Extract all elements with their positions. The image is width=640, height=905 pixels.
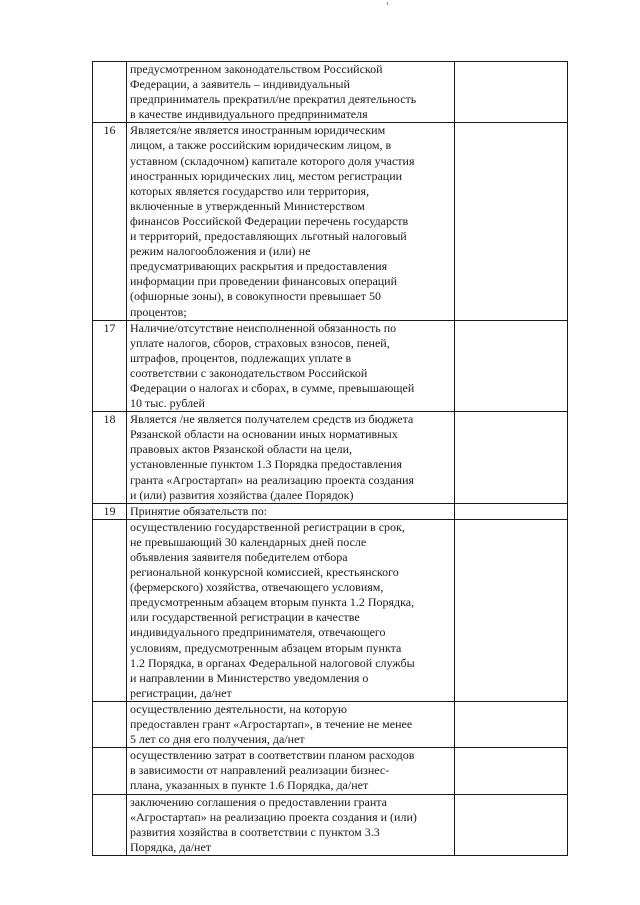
text-line: предусмотренным абзацем вторым пункта 1.2 Порядка, (130, 595, 415, 610)
text-line: Федерации, а заявитель – индивидуальный (130, 77, 350, 92)
row-text (127, 123, 455, 320)
row-text (127, 412, 455, 504)
text-line: не превышающий 30 календарных дней после (130, 534, 367, 549)
text-line: развития хозяйства в соответствии с пунктом 3.3 (130, 824, 380, 839)
text-line: 1.2 Порядка, в органах Федеральной налоговой службы (130, 655, 415, 670)
row-number: 19 (93, 503, 127, 519)
text-line: которых является государство или территория, (130, 183, 370, 198)
text-line: лицом, а также российским юридическим лицом, в (130, 138, 392, 153)
text-line: иностранных юридических лиц, местом регистрации (130, 168, 403, 183)
text-line: или государственной регистрации в качестве (130, 610, 360, 625)
table-row (93, 320, 568, 412)
text-line: предоставлен грант «Агростартап», в течение не менее (130, 717, 413, 732)
text-line: осуществлению затрат в соответствии планом расходов (130, 748, 415, 763)
row-text (127, 320, 455, 412)
text-line: гранта «Агростартап» на реализацию проекта создания (130, 472, 415, 487)
criteria-table-body (93, 62, 568, 856)
answer-cell (455, 701, 568, 747)
row-text (127, 794, 455, 855)
text-line: в зависимости от направлений реализации бизнес- (130, 763, 390, 778)
row-number: 16 (93, 123, 127, 320)
text-line: осуществлению государственной регистрации в срок, (130, 519, 405, 534)
text-line: финансов Российской Федерации перечень государств (130, 213, 409, 228)
text-line: и направлении в Министерство уведомления о (130, 670, 369, 685)
row-number (93, 62, 127, 123)
text-line: «Агростартап» на реализацию проекта создания и (или) (130, 809, 417, 824)
table-row (93, 123, 568, 320)
text-line: Федерации о налогах и сборах, в сумме, превышающей (130, 380, 415, 395)
text-line: (фермерского) хозяйства, отвечающего условиям, (130, 580, 384, 595)
text-line: предусматривающих раскрытия и предоставления (130, 259, 388, 274)
answer-cell (455, 412, 568, 504)
answer-cell (455, 62, 568, 123)
text-line: Порядка, да/нет (130, 839, 212, 854)
table-row (93, 701, 568, 747)
text-line: (офшорные зоны), в совокупности превышает 50 (130, 289, 381, 304)
text-line: уплате налогов, сборов, страховых взносов, пеней, (130, 335, 390, 350)
text-line: включенные в утвержденный Министерством (130, 198, 365, 213)
table-row (93, 748, 568, 794)
text-line: заключению соглашения о предоставлении гранта (130, 794, 387, 809)
text-line: объявления заявителя победителем отбора (130, 550, 348, 564)
row-number (93, 748, 127, 794)
text-line: Является/не является иностранным юридическим (130, 123, 386, 138)
text-line: Рязанской области на основании иных нормативных (130, 427, 398, 442)
text-line: 10 тыс. рублей (130, 396, 205, 411)
answer-cell (455, 794, 568, 855)
answer-cell (455, 320, 568, 412)
text-line: в качестве индивидуального предпринимателя (130, 107, 368, 122)
text-line: регистрации, да/нет (130, 685, 232, 700)
text-line: штрафов, процентов, подлежащих уплате в (130, 350, 352, 365)
text-line: соответствии с законодательством Российской (130, 365, 368, 380)
text-line: уставном (складочном) капитале которого доля участия (130, 153, 415, 168)
text-line: Принятие обязательств по: (130, 503, 268, 518)
text-line: информации при проведении финансовых операций (130, 274, 398, 289)
text-line: правовых актов Рязанской области на цели, (130, 442, 353, 457)
text-line: Наличие/отсутствие неисполненной обязанность по (130, 320, 397, 335)
text-line: и территорий, предоставляющих льготный налоговый (130, 229, 407, 244)
criteria-table (92, 61, 568, 856)
text-line: осуществлению деятельности, на которую (130, 701, 347, 716)
row-number: 17 (93, 320, 127, 412)
table-row (93, 62, 568, 123)
row-text (127, 748, 455, 794)
row-text (127, 62, 455, 123)
row-text (127, 701, 455, 747)
text-line: предприниматель прекратил/не прекратил деятельность (130, 92, 417, 107)
answer-cell (455, 503, 568, 519)
row-number: 18 (93, 412, 127, 504)
text-line: и (или) развития хозяйства (далее Порядок) (130, 487, 354, 502)
table-row (93, 412, 568, 504)
text-line: индивидуального предпринимателя, отвечающего (130, 625, 386, 640)
text-line: условиям, предусмотренным абзацем вторым пункта (130, 640, 402, 655)
text-line: Является /не является получателем средств из бюджета (130, 412, 414, 427)
row-number (93, 519, 127, 701)
answer-cell (455, 123, 568, 320)
text-line: плана, указанных в пункте 1.6 Порядка, да/нет (130, 778, 369, 793)
row-text (127, 503, 455, 519)
scan-mark (387, 2, 388, 5)
text-line: процентов; (130, 304, 187, 319)
row-number (93, 701, 127, 747)
row-text (127, 519, 455, 701)
table-row (93, 794, 568, 855)
row-number (93, 794, 127, 855)
answer-cell (455, 519, 568, 701)
text-line: предусмотренном законодательством Российской (130, 62, 383, 76)
table-row (93, 503, 568, 519)
text-line: режим налогообложения и (или) не (130, 244, 311, 259)
answer-cell (455, 748, 568, 794)
text-line: региональной конкурсной комиссией, крестьянского (130, 565, 399, 580)
table-row (93, 519, 568, 701)
text-line: 5 лет со дня его получения, да/нет (130, 732, 305, 747)
text-line: установленные пунктом 1.3 Порядка предоставления (130, 457, 402, 472)
